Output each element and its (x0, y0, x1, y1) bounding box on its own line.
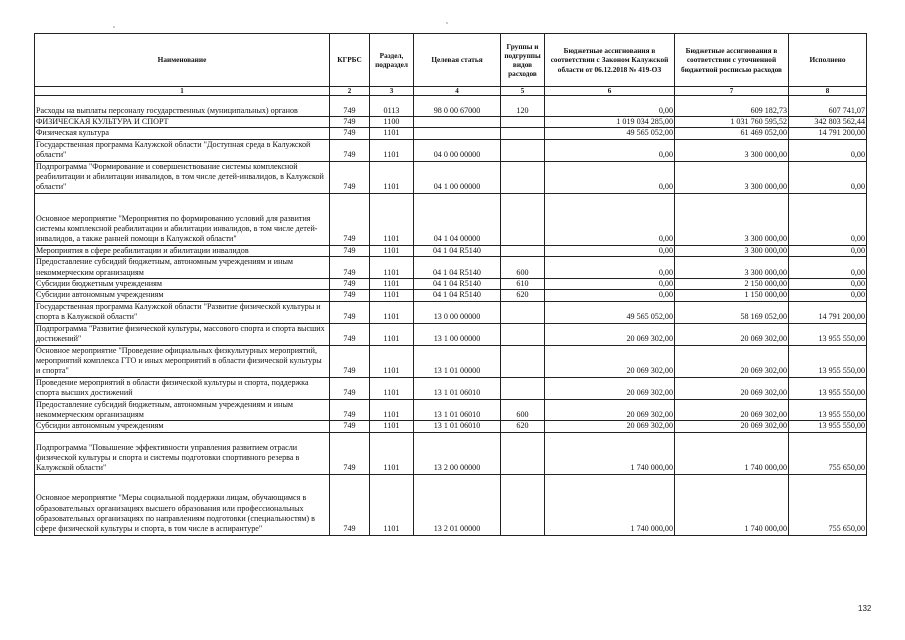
row-law-allocation: 20 069 302,00 (545, 399, 675, 421)
row-law-allocation: 0,00 (545, 290, 675, 301)
row-expense-group (501, 345, 545, 377)
column-number: 8 (789, 87, 867, 96)
row-target-article: 98 0 00 67000 (414, 96, 501, 117)
row-section: 1100 (370, 117, 414, 128)
row-executed: 13 955 550,00 (789, 345, 867, 377)
row-executed: 0,00 (789, 290, 867, 301)
row-executed: 14 791 200,00 (789, 301, 867, 323)
row-revised-allocation: 20 069 302,00 (675, 399, 789, 421)
row-executed: 13 955 550,00 (789, 323, 867, 345)
row-kgrbs: 749 (330, 128, 370, 139)
row-name: Субсидии автономным учреждениям (35, 421, 330, 432)
header-row (35, 34, 867, 87)
header-section: Раздел, подраздел (370, 34, 414, 87)
row-kgrbs: 749 (330, 193, 370, 245)
row-executed: 13 955 550,00 (789, 421, 867, 432)
row-section: 1101 (370, 257, 414, 279)
row-law-allocation: 1 019 034 285,00 (545, 117, 675, 128)
table-row (35, 399, 867, 421)
row-revised-allocation: 1 740 000,00 (675, 432, 789, 474)
row-section: 0113 (370, 96, 414, 117)
row-expense-group: 610 (501, 279, 545, 290)
row-revised-allocation: 20 069 302,00 (675, 323, 789, 345)
row-expense-group (501, 139, 545, 161)
row-executed: 13 955 550,00 (789, 399, 867, 421)
table-row (35, 323, 867, 345)
row-target-article: 04 1 00 00000 (414, 161, 501, 193)
row-section: 1101 (370, 399, 414, 421)
row-kgrbs: 749 (330, 301, 370, 323)
row-executed: 0,00 (789, 161, 867, 193)
row-law-allocation: 49 565 052,00 (545, 128, 675, 139)
row-expense-group (501, 474, 545, 535)
row-name: Физическая культура (35, 128, 330, 139)
column-number-row (35, 87, 867, 96)
row-name: Расходы на выплаты персоналу государственных (муниципальных) органов (35, 96, 330, 117)
column-number: 2 (330, 87, 370, 96)
row-revised-allocation: 1 150 000,00 (675, 290, 789, 301)
row-revised-allocation: 20 069 302,00 (675, 345, 789, 377)
table-row (35, 193, 867, 245)
row-target-article: 04 1 04 R5140 (414, 279, 501, 290)
row-revised-allocation: 20 069 302,00 (675, 377, 789, 399)
row-name: Подпрограмма "Развитие физической культуры, массового спорта и спорта высших достижений" (35, 323, 330, 345)
row-name: Основное мероприятие "Меры социальной поддержки лицам, обучающимся в образовательных организациях высшего образования или профессиональных образовательных организациях по направлениям подготовки (специальностям) в сфере физической культуры и спорта, в том числе в аспирантуре" (35, 474, 330, 535)
row-target-article: 13 1 01 06010 (414, 377, 501, 399)
row-expense-group (501, 161, 545, 193)
row-law-allocation: 20 069 302,00 (545, 377, 675, 399)
row-kgrbs: 749 (330, 139, 370, 161)
row-law-allocation: 0,00 (545, 193, 675, 245)
scan-speck (446, 22, 448, 24)
table-row (35, 421, 867, 432)
row-kgrbs: 749 (330, 323, 370, 345)
budget-table (34, 33, 867, 536)
row-target-article: 13 1 01 06010 (414, 399, 501, 421)
scan-speck (113, 26, 115, 28)
row-executed: 755 650,00 (789, 432, 867, 474)
row-revised-allocation: 3 300 000,00 (675, 193, 789, 245)
column-number: 7 (675, 87, 789, 96)
row-executed: 0,00 (789, 257, 867, 279)
row-target-article: 04 0 00 00000 (414, 139, 501, 161)
row-kgrbs: 749 (330, 117, 370, 128)
row-target-article: 04 1 04 R5140 (414, 290, 501, 301)
row-expense-group (501, 323, 545, 345)
row-name: ФИЗИЧЕСКАЯ КУЛЬТУРА И СПОРТ (35, 117, 330, 128)
row-section: 1101 (370, 139, 414, 161)
row-revised-allocation: 3 300 000,00 (675, 245, 789, 256)
row-law-allocation: 1 740 000,00 (545, 432, 675, 474)
row-law-allocation: 0,00 (545, 96, 675, 117)
row-section: 1101 (370, 323, 414, 345)
row-revised-allocation: 1 740 000,00 (675, 474, 789, 535)
row-kgrbs: 749 (330, 345, 370, 377)
row-expense-group (501, 301, 545, 323)
row-section: 1101 (370, 245, 414, 256)
row-kgrbs: 749 (330, 279, 370, 290)
row-name: Подпрограмма "Формирование и совершенствование системы комплексной реабилитации и абилитации инвалидов, в том числе детей-инвалидов, в Калужской области" (35, 161, 330, 193)
row-expense-group: 620 (501, 421, 545, 432)
row-law-allocation: 0,00 (545, 139, 675, 161)
row-section: 1101 (370, 377, 414, 399)
table-row (35, 432, 867, 474)
row-revised-allocation: 3 300 000,00 (675, 257, 789, 279)
row-revised-allocation: 2 150 000,00 (675, 279, 789, 290)
table-row (35, 474, 867, 535)
row-kgrbs: 749 (330, 257, 370, 279)
row-expense-group (501, 432, 545, 474)
header-revised-allocation: Бюджетные ассигнования в соответствии с уточненной бюджетной росписью расходов (675, 34, 789, 87)
row-name: Субсидии бюджетным учреждениям (35, 279, 330, 290)
row-kgrbs: 749 (330, 290, 370, 301)
row-expense-group (501, 377, 545, 399)
row-law-allocation: 0,00 (545, 245, 675, 256)
row-revised-allocation: 3 300 000,00 (675, 161, 789, 193)
row-name: Государственная программа Калужской области "Доступная среда в Калужской области" (35, 139, 330, 161)
header-article: Целевая статья (414, 34, 501, 87)
header-group: Группы и подгруппы видов расходов (501, 34, 545, 87)
row-kgrbs: 749 (330, 474, 370, 535)
row-section: 1101 (370, 279, 414, 290)
column-number: 6 (545, 87, 675, 96)
row-law-allocation: 0,00 (545, 257, 675, 279)
row-target-article: 04 1 04 R5140 (414, 257, 501, 279)
row-executed: 342 803 562,44 (789, 117, 867, 128)
row-section: 1101 (370, 161, 414, 193)
row-target-article: 13 0 00 00000 (414, 301, 501, 323)
table-row (35, 377, 867, 399)
row-revised-allocation: 609 182,73 (675, 96, 789, 117)
row-expense-group (501, 193, 545, 245)
row-law-allocation: 20 069 302,00 (545, 323, 675, 345)
header-name: Наименование (35, 34, 330, 87)
row-executed: 0,00 (789, 245, 867, 256)
row-law-allocation: 20 069 302,00 (545, 345, 675, 377)
row-law-allocation: 49 565 052,00 (545, 301, 675, 323)
table-row (35, 117, 867, 128)
page-number: 132 (858, 604, 872, 613)
row-executed: 13 955 550,00 (789, 377, 867, 399)
header-law-allocation: Бюджетные ассигнования в соответствии с Законом Калужской области от 06.12.2018 № 419-ОЗ (545, 34, 675, 87)
table-row (35, 128, 867, 139)
row-target-article: 04 1 04 R5140 (414, 245, 501, 256)
row-section: 1101 (370, 290, 414, 301)
row-executed: 0,00 (789, 279, 867, 290)
row-law-allocation: 1 740 000,00 (545, 474, 675, 535)
row-expense-group: 120 (501, 96, 545, 117)
row-target-article: 13 2 01 00000 (414, 474, 501, 535)
row-kgrbs: 749 (330, 421, 370, 432)
row-section: 1101 (370, 421, 414, 432)
row-kgrbs: 749 (330, 377, 370, 399)
row-executed: 14 791 200,00 (789, 128, 867, 139)
row-name: Основное мероприятие "Мероприятия по формированию условий для развития системы комплексной реабилитации и абилитации инвалидов, в том числе детей-инвалидов, а также ранней помощи в Калужской области" (35, 193, 330, 245)
table-row (35, 301, 867, 323)
table-row (35, 345, 867, 377)
row-revised-allocation: 1 031 760 595,52 (675, 117, 789, 128)
table-row (35, 161, 867, 193)
column-number: 3 (370, 87, 414, 96)
row-revised-allocation: 61 469 052,00 (675, 128, 789, 139)
table-row (35, 139, 867, 161)
row-revised-allocation: 58 169 052,00 (675, 301, 789, 323)
row-kgrbs: 749 (330, 245, 370, 256)
row-revised-allocation: 20 069 302,00 (675, 421, 789, 432)
row-expense-group (501, 245, 545, 256)
row-section: 1101 (370, 301, 414, 323)
row-section: 1101 (370, 193, 414, 245)
row-target-article: 13 1 01 00000 (414, 345, 501, 377)
row-kgrbs: 749 (330, 432, 370, 474)
row-name: Государственная программа Калужской области "Развитие физической культуры и спорта в Калужской области" (35, 301, 330, 323)
row-name: Субсидии автономным учреждениям (35, 290, 330, 301)
table-row (35, 245, 867, 256)
row-expense-group: 600 (501, 399, 545, 421)
column-number: 5 (501, 87, 545, 96)
row-name: Проведение мероприятий в области физической культуры и спорта, поддержка спорта высших достижений (35, 377, 330, 399)
table-row (35, 257, 867, 279)
header-kgrbs: КГРБС (330, 34, 370, 87)
row-executed: 755 650,00 (789, 474, 867, 535)
row-target-article: 13 2 00 00000 (414, 432, 501, 474)
row-section: 1101 (370, 345, 414, 377)
row-target-article (414, 117, 501, 128)
row-target-article: 13 1 01 06010 (414, 421, 501, 432)
row-section: 1101 (370, 474, 414, 535)
row-target-article: 13 1 00 00000 (414, 323, 501, 345)
column-number: 1 (35, 87, 330, 96)
row-name: Предоставление субсидий бюджетным, автономным учреждениям и иным некоммерческим организациям (35, 399, 330, 421)
row-name: Мероприятия в сфере реабилитации и абилитации инвалидов (35, 245, 330, 256)
row-law-allocation: 20 069 302,00 (545, 421, 675, 432)
row-expense-group: 600 (501, 257, 545, 279)
row-expense-group (501, 128, 545, 139)
row-executed: 607 741,07 (789, 96, 867, 117)
row-kgrbs: 749 (330, 399, 370, 421)
row-law-allocation: 0,00 (545, 161, 675, 193)
row-target-article: 04 1 04 00000 (414, 193, 501, 245)
row-name: Основное мероприятие "Проведение официальных физкультурных мероприятий, мероприятий комплекса ГТО и иных мероприятий в области физической культуры и спорта" (35, 345, 330, 377)
row-law-allocation: 0,00 (545, 279, 675, 290)
row-executed: 0,00 (789, 193, 867, 245)
row-target-article (414, 128, 501, 139)
row-revised-allocation: 3 300 000,00 (675, 139, 789, 161)
row-section: 1101 (370, 128, 414, 139)
column-number: 4 (414, 87, 501, 96)
row-section: 1101 (370, 432, 414, 474)
row-expense-group: 620 (501, 290, 545, 301)
header-executed: Исполнено (789, 34, 867, 87)
table-row (35, 96, 867, 117)
row-kgrbs: 749 (330, 161, 370, 193)
row-executed: 0,00 (789, 139, 867, 161)
row-name: Предоставление субсидий бюджетным, автономным учреждениям и иным некоммерческим организациям (35, 257, 330, 279)
row-kgrbs: 749 (330, 96, 370, 117)
table-row (35, 279, 867, 290)
row-name: Подпрограмма "Повышение эффективности управления развитием отрасли физической культуры и спорта и системы подготовки спортивного резерва в Калужской области" (35, 432, 330, 474)
row-expense-group (501, 117, 545, 128)
table-row (35, 290, 867, 301)
